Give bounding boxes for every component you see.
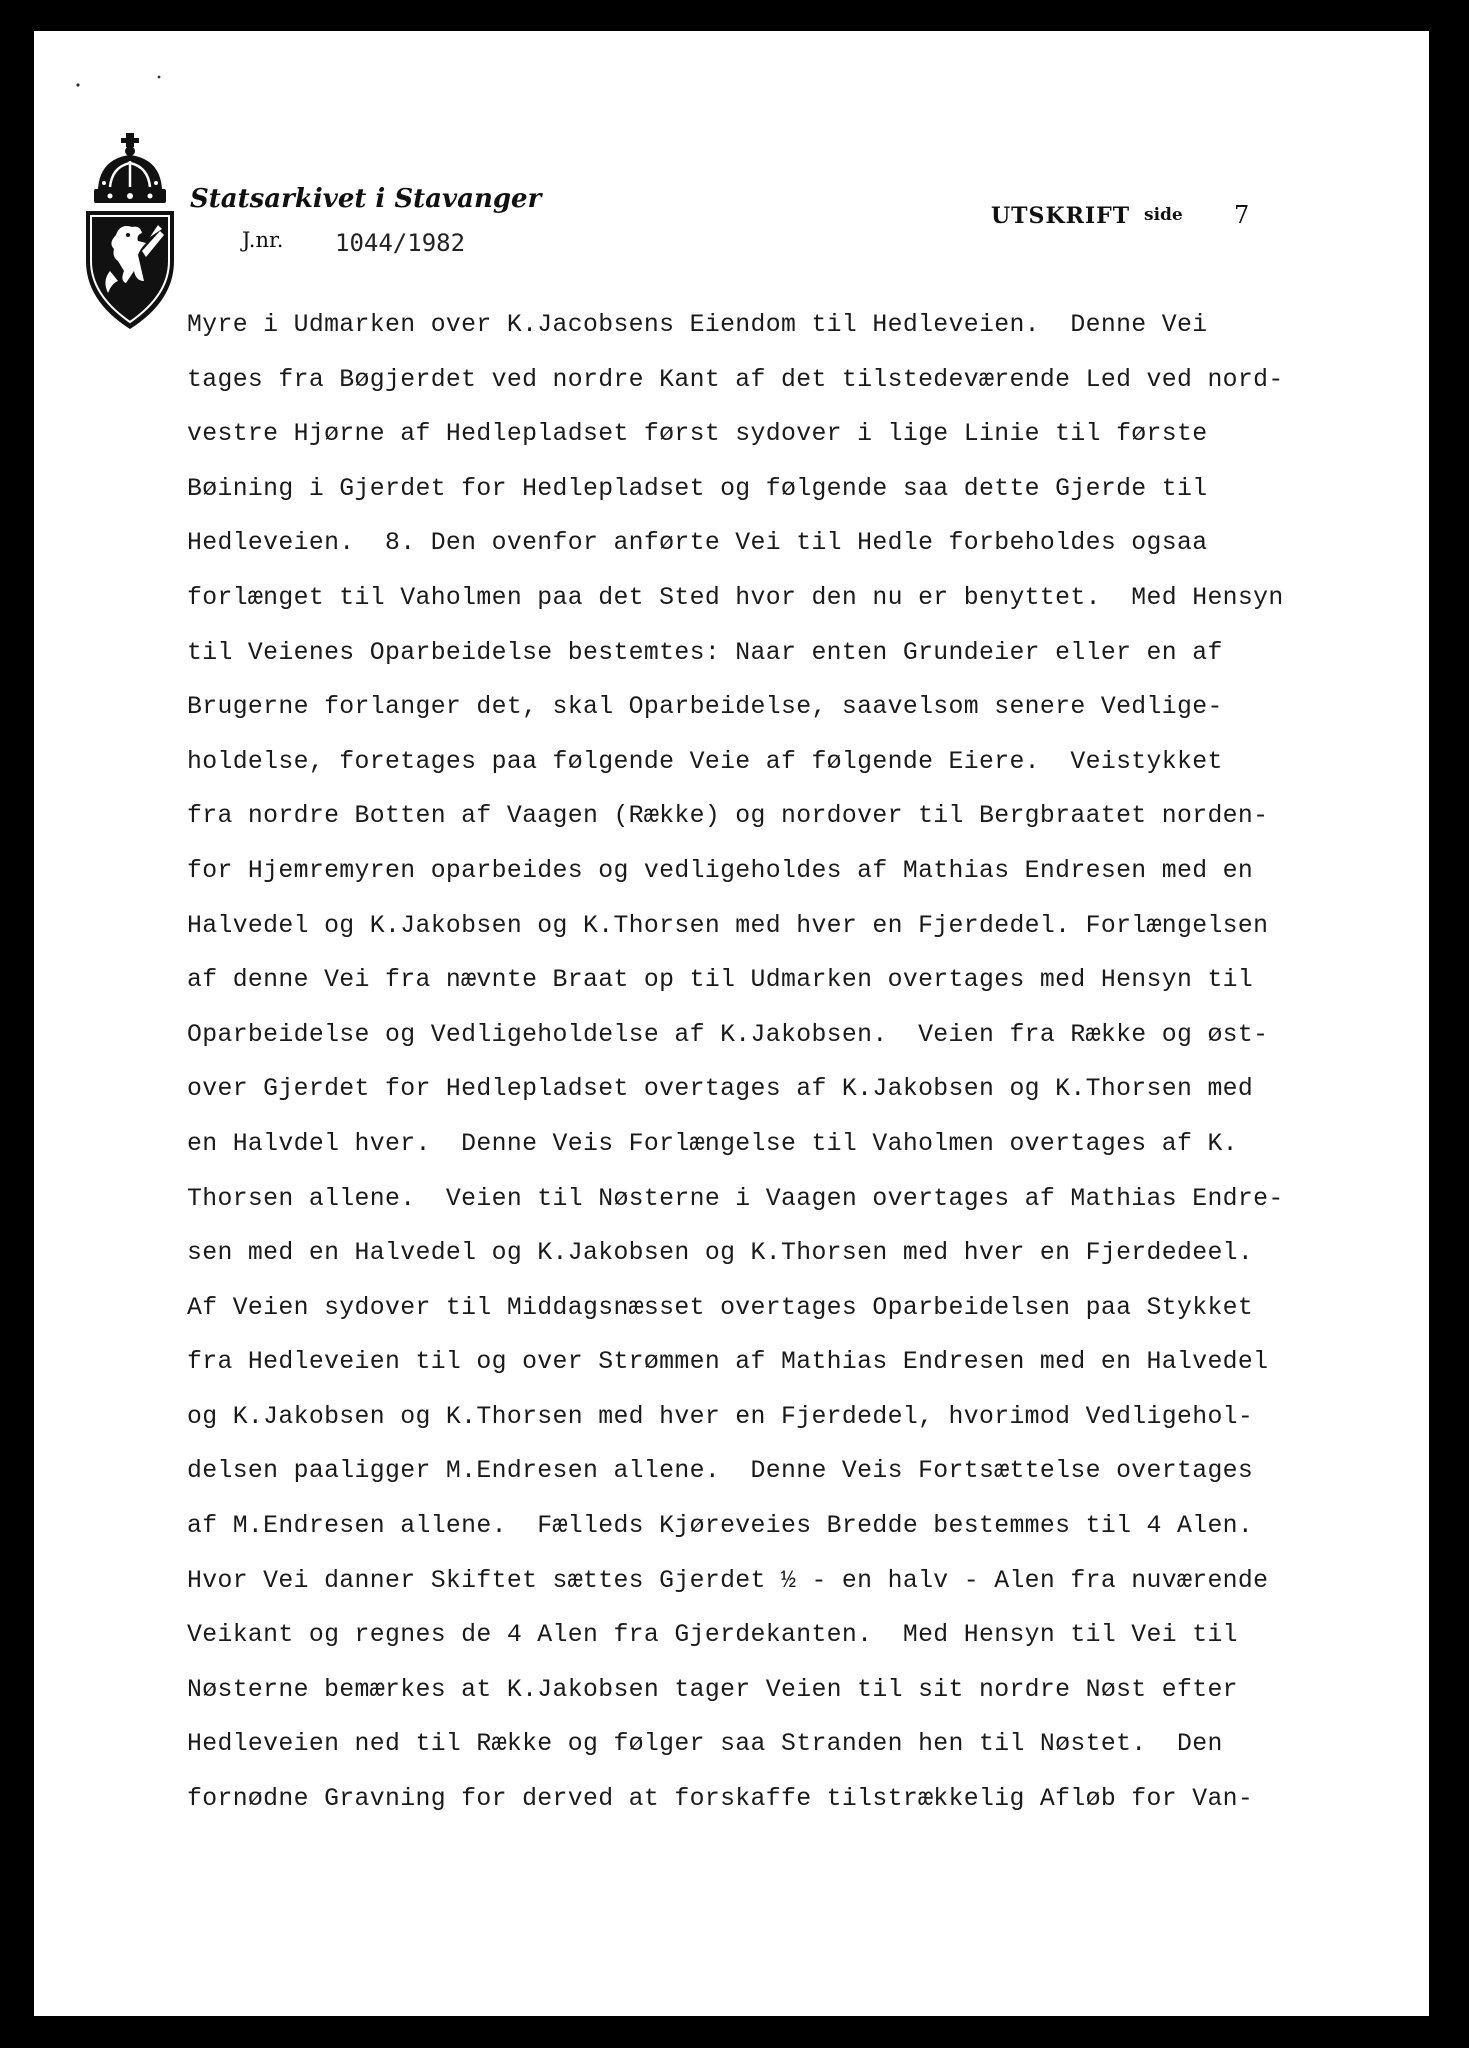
text-line: af M.Endresen allene. Fælleds Kjøreveies Bredde bestemmes til 4 Alen. (187, 1512, 1254, 1541)
text-line: delsen paaligger M.Endresen allene. Denne Veis Fortsættelse overtages (187, 1457, 1254, 1486)
text-line: Halvedel og K.Jakobsen og K.Thorsen med hver en Fjerdedel. Forlængelsen (187, 911, 1269, 940)
side-label: side (1144, 205, 1183, 225)
text-line: Myre i Udmarken over K.Jacobsens Eiendom til Hedleveien. Denne Vei (187, 311, 1208, 339)
text-line: til Veienes Oparbeidelse bestemtes: Naar enten Grundeier eller en af (187, 638, 1223, 667)
text-line: over Gjerdet for Hedlepladset overtages af K.Jakobsen og K.Thorsen med (187, 1075, 1254, 1104)
text-line: Nøsterne bemærkes at K.Jakobsen tager Veien til sit nordre Nøst efter (187, 1675, 1238, 1704)
text-line: Af Veien sydover til Middagsnæsset overtages Oparbeidelsen paa Stykket (187, 1293, 1254, 1322)
text-line: holdelse, foretages paa følgende Veie af følgende Eiere. Veistykket (187, 747, 1223, 776)
text-line: vestre Hjørne af Hedlepladset først sydover i lige Linie til første (187, 420, 1208, 449)
text-line: fra nordre Botten af Vaagen (Række) og nordover til Bergbraatet norden- (187, 802, 1269, 831)
text-line: Hvor Vei danner Skiftet sættes Gjerdet ½ - en halv - Alen fra nuværende (187, 1566, 1269, 1595)
text-line: Hedleveien ned til Række og følger saa Stranden hen til Nøstet. Den (187, 1730, 1223, 1759)
text-line: fornødne Gravning for derved at forskaffe tilstrækkelig Afløb for Van- (187, 1785, 1254, 1814)
text-line: Hedleveien. 8. Den ovenfor anførte Vei til Hedle forbeholdes ogsaa (187, 529, 1208, 558)
journal-number-label: J.nr. (242, 228, 284, 252)
text-line: af denne Vei fra nævnte Braat op til Udmarken overtages med Hensyn til (187, 966, 1254, 995)
text-line: Veikant og regnes de 4 Alen fra Gjerdekanten. Med Hensyn til Vei til (187, 1621, 1238, 1650)
norwegian-coat-of-arms-icon (80, 131, 180, 331)
page-number: 7 (1234, 201, 1250, 229)
journal-number-value: 1044/1982 (335, 229, 466, 257)
text-line: forlænget til Vaholmen paa det Sted hvor den nu er benyttet. Med Hensyn (187, 583, 1284, 612)
text-line: for Hjemremyren oparbeides og vedligeholdes af Mathias Endresen med en (187, 856, 1254, 885)
text-line: og K.Jakobsen og K.Thorsen med hver en Fjerdedel, hvorimod Vedligehol- (187, 1402, 1254, 1431)
text-line: sen med en Halvedel og K.Jakobsen og K.Thorsen med hver en Fjerdedeel. (187, 1239, 1254, 1268)
text-line: fra Hedleveien til og over Strømmen af Mathias Endresen med en Halvedel (187, 1348, 1269, 1377)
text-line: Brugerne forlanger det, skal Oparbeidelse, saavelsom senere Vedlige- (187, 693, 1223, 722)
document-page (34, 31, 1429, 2016)
text-line: Oparbeidelse og Vedligeholdelse af K.Jakobsen. Veien fra Række og øst- (187, 1020, 1269, 1049)
typed-body-text (187, 298, 1417, 1827)
archive-name: Statsarkivet i Stavanger (190, 184, 542, 214)
utskrift-label: UTSKRIFT (991, 203, 1131, 229)
text-line: Thorsen allene. Veien til Nøsterne i Vaagen overtages af Mathias Endre- (187, 1184, 1284, 1213)
text-line: en Halvdel hver. Denne Veis Forlængelse til Vaholmen overtages af K. (187, 1129, 1238, 1158)
text-line: Bøining i Gjerdet for Hedlepladset og følgende saa dette Gjerde til (187, 474, 1208, 503)
text-line: tages fra Bøgjerdet ved nordre Kant af det tilstedeværende Led ved nord- (187, 365, 1284, 394)
